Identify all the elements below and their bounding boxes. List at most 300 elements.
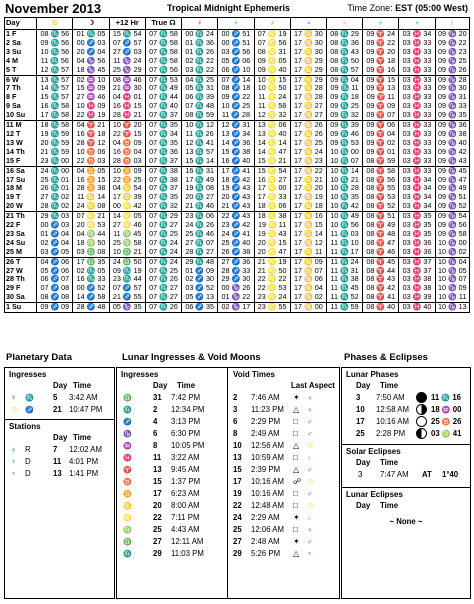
ephemeris-cell: 05 ♏ 31: [182, 84, 218, 93]
ephemeris-cell: 19 ♐ 43: [218, 184, 254, 193]
ephemeris-cell: 09 ♈ 22: [363, 39, 399, 48]
lunar-ingress-row: ♐ 4 3:13 PM: [123, 417, 201, 426]
ephemeris-cell: 22 F: [5, 221, 37, 230]
void-moon-row: 10 12:56 AM △ ☉: [233, 441, 314, 450]
ephemeris-cell: 05 ♐ 06: [218, 57, 254, 66]
solar-eclipse-row: 3 7:47 AM AT 1°40: [358, 470, 459, 479]
ephemeris-cell: 07 ♏ 48: [182, 102, 218, 111]
ephemeris-cell: 09 ♑ 30: [435, 84, 469, 93]
ephemeris-cell: 20 ♏ 59: [37, 139, 73, 148]
ephemeris-cell: 07 ♏ 37: [145, 111, 181, 120]
ephemeris-cell: 16 ♐ 40: [218, 157, 254, 166]
planetary-data-box: [4, 367, 115, 599]
ephemeris-cell: 17 ♋ 09: [290, 257, 326, 266]
void-moon-row: 27 2:48 AM ✶ ♂: [233, 537, 313, 546]
ephemeris-cell: 11 ♏ 56: [37, 57, 73, 66]
ephemeris-cell: 09 ♑ 38: [435, 130, 469, 139]
ephemeris-cell: 00 ♑ 26: [218, 284, 254, 293]
ephemeris-cell: 07 ♏ 35: [145, 193, 181, 202]
ephemeris-cell: 19 ♏ 08: [182, 184, 218, 193]
ephemeris-cell: 17 ♋ 28: [290, 84, 326, 93]
void-moon-row: 15 2:39 PM △ ♂: [233, 465, 313, 474]
ephemeris-cell: 17 ♋ 23: [290, 157, 326, 166]
lunar-eclipse-none: ~ None ~: [389, 517, 423, 526]
planet-ingress-row: ☉ ♐ 21 10:47 PM: [11, 405, 103, 414]
ephemeris-row: [5, 93, 470, 102]
ephemeris-cell: 14 ♌ 47: [254, 148, 290, 157]
ephemeris-cell: 09 ♑ 23: [435, 48, 469, 57]
ephemeris-cell: 04 ♑ 56: [73, 57, 109, 66]
ephemeris-cell: 09 ♏ 39: [326, 121, 362, 130]
ephemeris-cell: 03 ♓ 36: [399, 239, 435, 248]
ephemeris-cell: 24 ♏ 26: [182, 221, 218, 230]
ephemeris-cell: 13 ♌ 06: [254, 121, 290, 130]
ephemeris-cell: 18 ♏ 58: [37, 121, 73, 130]
phases-eclipses-title: Phases & Eclipses: [344, 352, 428, 363]
ephemeris-cell: 04 ♋ 54: [109, 184, 145, 193]
moon-phase-icon: [416, 392, 427, 403]
lunar-ingresses-title: Lunar Ingresses & Void Moons: [122, 352, 261, 363]
void-times-col: [229, 368, 339, 560]
ephemeris-cell: 30 Sa: [5, 293, 37, 302]
ephemeris-cell: 08 ♌ 31: [254, 48, 290, 57]
ephemeris-cell: 03 ♓ 33: [399, 39, 435, 48]
ephemeris-row: [5, 139, 470, 148]
ephemeris-cell: 03 ♓ 33: [399, 75, 435, 84]
ephemeris-cell: 11 ♏ 52: [326, 293, 362, 302]
ephemeris-cell: 03 ♐ 56: [218, 48, 254, 57]
ephemeris-cell: 17 ♋ 07: [290, 267, 326, 276]
ephemeris-cell: 21 ♌ 19: [254, 257, 290, 266]
ephemeris-row: [5, 239, 470, 248]
ephemeris-cell: 09 ♏ 56: [37, 39, 73, 48]
timezone: [347, 3, 468, 13]
ephemeris-cell: 13 ♏ 57: [182, 148, 218, 157]
ephemeris-cell: 09 ♈ 09: [363, 102, 399, 111]
ephemeris-cell: 10 ♏ 28: [326, 184, 362, 193]
column-header: +12 Hr: [109, 18, 145, 30]
ephemeris-cell: 10 ♑ 09: [435, 284, 469, 293]
ephemeris-cell: 17 ♋ 12: [290, 239, 326, 248]
ephemeris-cell: 11 ♏ 45: [326, 284, 362, 293]
ephemeris-cell: 03 ♓ 34: [399, 202, 435, 211]
ephemeris-cell: 08 ♈ 53: [363, 193, 399, 202]
ephemeris-cell: 01 ♑ 22: [218, 293, 254, 302]
ephemeris-cell: 08 ♈ 43: [363, 275, 399, 284]
ephemeris-cell: 03 ♓ 36: [399, 248, 435, 257]
ephemeris-cell: 01 ♐ 04: [37, 230, 73, 239]
ephemeris-cell: 09 ♏ 18: [326, 93, 362, 102]
ephemeris-cell: 1 Su: [5, 303, 37, 313]
ephemeris-cell: 27 ♐ 03: [109, 48, 145, 57]
ephemeris-cell: 03 ♓ 33: [399, 66, 435, 75]
ephemeris-cell: 24 ♋ 08: [73, 202, 109, 211]
ephemeris-cell: 03 ♓ 35: [399, 230, 435, 239]
ephemeris-cell: 14 ♐ 36: [218, 139, 254, 148]
ephemeris-cell: 24 ♎ 50: [109, 257, 145, 266]
ephemeris-cell: 08 ♈ 47: [363, 239, 399, 248]
ephemeris-cell: 10 ♑ 11: [435, 293, 469, 302]
planet-ingress-row: ☿ ♏ 5 3:42 AM: [11, 393, 98, 402]
ephemeris-cell: 25 ♐ 40: [218, 239, 254, 248]
ephemeris-cell: 10 ♏ 56: [326, 221, 362, 230]
ephemeris-cell: 10 ♑ 04: [435, 257, 469, 266]
ephemeris-cell: 29 ♐ 30: [218, 275, 254, 284]
ephemeris-cell: 19 T: [5, 193, 37, 202]
ephemeris-cell: 19 ♌ 43: [254, 230, 290, 239]
ephemeris-cell: 7 Th: [5, 84, 37, 93]
ephemeris-cell: 10 Su: [5, 111, 37, 120]
ephemeris-cell: 13 ♏ 57: [37, 75, 73, 84]
column-header: True ☊: [145, 18, 181, 30]
ephemeris-cell: 17 ♋ 24: [290, 148, 326, 157]
ephemeris-cell: 14 ♏ 57: [37, 84, 73, 93]
ephemeris-cell: 03 ♓ 35: [399, 221, 435, 230]
ephemeris-cell: 07 ♏ 25: [145, 267, 181, 276]
ephemeris-cell: 03 ♓ 33: [399, 166, 435, 175]
ephemeris-cell: 08 ♈ 40: [363, 303, 399, 313]
ephemeris-cell: 07 ♐ 14: [218, 75, 254, 84]
ephemeris-cell: 23 Sa: [5, 230, 37, 239]
ephemeris-row: [5, 166, 470, 175]
ephemeris-cell: 10 ♏ 07: [326, 157, 362, 166]
ephemeris-cell: 10 ♏ 49: [326, 212, 362, 221]
void-moon-row: 6 2:29 PM □ ♂: [233, 417, 313, 426]
ephemeris-cell: 28 ♏ 02: [37, 202, 73, 211]
ephemeris-row: [5, 176, 470, 185]
ephemeris-cell: 15 ♌ 21: [254, 157, 290, 166]
ephemeris-cell: 11 ♏ 17: [326, 248, 362, 257]
lunar-ingresses-col: Ingresses Day Time ♎ 31 7:42 PM ♏ 2 12:34 PM ♐ 4 3:13 PM ♑ 6 6:30 PM ♒ 8 10:05 PM ♓ 11 3:22 AM ♈ 13 9:45 AM ♉ 15 1:37 PM ♊ 17 6:23 AM ♋ 20 8:00 AM ♌ 22 7:11 PM ♍ 25 4:43 AM ♎ 27 12:11 AM ♏ 29 11:03 PM: [117, 368, 227, 560]
ephemeris-cell: 6 W: [5, 75, 37, 84]
ephemeris-cell: 15 ♏ 14: [182, 157, 218, 166]
ephemeris-cell: 06 ♐ 07: [37, 275, 73, 284]
lunar-phases-heading: Lunar Phases: [346, 370, 399, 379]
ephemeris-cell: 07 ♏ 58: [145, 30, 181, 39]
ephemeris-cell: 09 ♑ 40: [435, 139, 469, 148]
lunar-ingress-row: ♋ 20 8:00 AM: [123, 501, 200, 510]
ephemeris-cell: 10 ♏ 21: [326, 176, 362, 185]
ephemeris-cell: 14 ♌ 05: [109, 212, 145, 221]
ephemeris-cell: 09 ♈ 04: [363, 130, 399, 139]
ephemeris-cell: 08 ♈ 51: [363, 212, 399, 221]
station-row: ♆ D 11 4:01 PM: [11, 457, 99, 466]
ephemeris-cell: 21 ♌ 50: [254, 267, 290, 276]
ephemeris-cell: 17 ♋ 26: [290, 121, 326, 130]
ephemeris-cell: 10 ♏ 00: [326, 148, 362, 157]
ephemeris-cell: 15 ♌ 54: [254, 166, 290, 175]
ephemeris-cell: 03 ♓ 39: [399, 293, 435, 302]
ephemeris-cell: 27 ♌ 46: [109, 221, 145, 230]
ephemeris-cell: 07 ♏ 26: [145, 303, 181, 313]
ephemeris-cell: 02 ♐ 30: [182, 275, 218, 284]
ephemeris-cell: 18 ♑ 45: [73, 66, 109, 75]
lunar-ingress-row: ♉ 15 1:37 PM: [123, 477, 201, 486]
ephemeris-cell: 27 ♒ 46: [73, 93, 109, 102]
ephemeris-cell: 08 ♈ 48: [363, 230, 399, 239]
timezone-label: Time Zone:: [347, 3, 393, 13]
ephemeris-row: [5, 84, 470, 93]
ephemeris-cell: 03 ♓ 34: [399, 193, 435, 202]
ephemeris-cell: 13 ♌ 40: [254, 130, 290, 139]
ephemeris-cell: 07 ♏ 58: [145, 57, 181, 66]
ephemeris-cell: 16 ♏ 33: [73, 275, 109, 284]
ephemeris-cell: 17 ♋ 26: [290, 130, 326, 139]
ephemeris-cell: 15 ♏ 57: [37, 93, 73, 102]
ephemeris-subtitle: Tropical Midnight Ephemeris: [167, 3, 291, 13]
ephemeris-cell: 08 ♏ 29: [326, 30, 362, 39]
planet-ingresses-heading: Ingresses: [9, 370, 47, 379]
stations-heading: Stations: [9, 422, 41, 431]
lunar-ingresses-heading: Ingresses: [121, 370, 159, 379]
ephemeris-cell: 20 W: [5, 202, 37, 211]
ephemeris-cell: 17 ♋ 29: [290, 75, 326, 84]
ephemeris-row: [5, 148, 470, 157]
ephemeris-cell: 04 ♈ 21: [73, 121, 109, 130]
ephemeris-cell: 17 ♋ 04: [290, 284, 326, 293]
ephemeris-cell: 05 ♐ 13: [182, 293, 218, 302]
ephemeris-cell: 23 ♏ 00: [37, 157, 73, 166]
lunar-ingress-row: ♈ 13 9:45 AM: [123, 465, 200, 474]
ephemeris-cell: 03 ♓ 33: [399, 148, 435, 157]
ephemeris-cell: 23 ♌ 24: [254, 293, 290, 302]
ephemeris-cell: 03 ♓ 33: [399, 93, 435, 102]
ephemeris-cell: 09 ♑ 33: [435, 102, 469, 111]
ephemeris-cell: 06 ♐ 35: [182, 303, 218, 313]
ephemeris-cell: 22 ♌ 53: [254, 284, 290, 293]
ephemeris-cell: 25 ♏ 01: [37, 176, 73, 185]
ephemeris-cell: 2 Sa: [5, 39, 37, 48]
ephemeris-cell: 3 Su: [5, 48, 37, 57]
ephemeris-cell: 02 ♏ 22: [182, 57, 218, 66]
ephemeris-cell: 07 ♌ 21: [73, 212, 109, 221]
ephemeris-cell: 18 M: [5, 184, 37, 193]
ephemeris-cell: 08 ♈ 44: [363, 267, 399, 276]
ephemeris-cell: 14 Th: [5, 148, 37, 157]
ephemeris-cell: 10 ♎ 21: [109, 248, 145, 257]
ephemeris-cell: 10 ♑ 02: [435, 248, 469, 257]
column-header: ♂: [254, 18, 290, 30]
ephemeris-cell: 11 ♏ 38: [326, 275, 362, 284]
ephemeris-cell: 09 ♑ 47: [435, 176, 469, 185]
ephemeris-row: [5, 66, 470, 75]
void-moon-row: 13 10:59 AM □ ♄: [233, 453, 313, 462]
ephemeris-cell: 10 ♑ 13: [435, 303, 469, 313]
ephemeris-cell: 07 ♌ 56: [254, 39, 290, 48]
ephemeris-cell: 15 ♒ 09: [73, 84, 109, 93]
ephemeris-cell: 21 ♐ 43: [218, 202, 254, 211]
ephemeris-cell: 17 ♋ 29: [290, 57, 326, 66]
ephemeris-row: [5, 275, 470, 284]
ephemeris-cell: 08 ♐ 08: [37, 293, 73, 302]
moon-phase-icon: [416, 404, 427, 415]
ephemeris-cell: 17 ♋ 14: [290, 230, 326, 239]
ephemeris-cell: 03 ♓ 34: [399, 176, 435, 185]
ephemeris-cell: 07 ♏ 38: [145, 166, 181, 175]
solar-eclipses-heading: Solar Eclipses: [346, 447, 401, 456]
last-aspect-label: Last Aspect: [291, 381, 335, 390]
lunar-phase-row: 17 10:16 AM 25 ♉ 26: [356, 417, 462, 426]
column-header: ♀: [218, 18, 254, 30]
column-header: ♄: [326, 18, 362, 30]
moon-phase-icon: [416, 416, 427, 427]
ephemeris-cell: 26 T: [5, 257, 37, 266]
ephemeris-cell: 07 ♏ 35: [145, 139, 181, 148]
ephemeris-cell: 08 ♏ 36: [326, 39, 362, 48]
ephemeris-cell: 25 ♑ 29: [109, 66, 145, 75]
ephemeris-cell: 03 ♓ 33: [399, 130, 435, 139]
ephemeris-cell: 23 ♏ 44: [109, 275, 145, 284]
ephemeris-cell: 03 ♓ 33: [399, 139, 435, 148]
planet-ingress-colhead: Day Time: [53, 381, 92, 390]
ephemeris-cell: 18 ♌ 06: [254, 202, 290, 211]
station-row: ♆ D 13 1:41 PM: [11, 469, 99, 478]
ephemeris-cell: 09 ♏ 46: [326, 130, 362, 139]
ephemeris-row: [5, 48, 470, 57]
ephemeris-cell: 07 ♏ 37: [145, 157, 181, 166]
ephemeris-cell: 09 ♈ 24: [363, 30, 399, 39]
ephemeris-row: [5, 111, 470, 120]
ephemeris-cell: 07 ♏ 34: [145, 130, 181, 139]
ephemeris-row: [5, 193, 470, 202]
ephemeris-row: [5, 202, 470, 211]
ephemeris-cell: 12 ♐ 31: [218, 121, 254, 130]
ephemeris-cell: 10 ♏ 12: [182, 121, 218, 130]
ephemeris-cell: 09 ♈ 07: [363, 111, 399, 120]
ephemeris-cell: 07 ♏ 24: [145, 257, 181, 266]
ephemeris-cell: 07 ♏ 36: [145, 148, 181, 157]
ephemeris-cell: 28 ♈ 12: [73, 139, 109, 148]
ephemeris-cell: 07 ♐ 57: [109, 284, 145, 293]
column-header: ♅: [363, 18, 399, 30]
ephemeris-cell: 08 ♏ 43: [326, 48, 362, 57]
ephemeris-cell: 16 ♊ 15: [73, 176, 109, 185]
ephemeris-row: [5, 267, 470, 276]
lunar-ingress-row: ♒ 8 10:05 PM: [123, 441, 205, 450]
ephemeris-cell: 09 ♏ 19: [109, 267, 145, 276]
ephemeris-cell: 03 ♓ 33: [399, 48, 435, 57]
ephemeris-cell: 09 ♑ 54: [435, 212, 469, 221]
ephemeris-cell: 10 ♑ 05: [435, 267, 469, 276]
ephemeris-cell: 28 Th: [5, 275, 37, 284]
ephemeris-cell: 09 ♏ 53: [326, 139, 362, 148]
ephemeris-cell: 02 ♑ 17: [218, 303, 254, 313]
ephemeris-cell: 16 ♌ 27: [254, 176, 290, 185]
ephemeris-cell: 11 ♍ 45: [109, 230, 145, 239]
ephemeris-cell: 03 ♏ 22: [182, 66, 218, 75]
ephemeris-cell: 07 ♏ 27: [145, 221, 181, 230]
ephemeris-cell: 08 ♈ 42: [363, 284, 399, 293]
column-header: ♇: [435, 18, 469, 30]
ephemeris-cell: 09 ♑ 52: [435, 202, 469, 211]
ephemeris-row: [5, 284, 470, 293]
ephemeris-cell: 14 ♐ 58: [73, 293, 109, 302]
ephemeris-cell: 20 ♌ 15: [254, 239, 290, 248]
ephemeris-cell: 09 ♐ 22: [218, 93, 254, 102]
void-moon-row: 29 5:26 PM △ ♆: [233, 549, 313, 558]
ephemeris-cell: 20 ♏ 27: [182, 193, 218, 202]
ephemeris-cell: 09 ♑ 58: [435, 230, 469, 239]
ephemeris-cell: 21 ♒ 30: [109, 84, 145, 93]
ephemeris-cell: 03 ♓ 38: [399, 284, 435, 293]
ephemeris-row: [5, 303, 470, 313]
ephemeris-cell: 23 ♌ 55: [254, 303, 290, 313]
ephemeris-cell: 08 ♒ 46: [109, 75, 145, 84]
ephemeris-cell: 09 ♏ 11: [326, 84, 362, 93]
ephemeris-cell: 07 ♏ 44: [145, 93, 181, 102]
ephemeris-cell: 18 ♐ 42: [218, 176, 254, 185]
ephemeris-cell: 21 ♐ 55: [109, 293, 145, 302]
ephemeris-cell: 09 ♑ 31: [435, 93, 469, 102]
ephemeris-cell: 11 ♏ 59: [326, 303, 362, 313]
lunar-ingress-row: ♓ 11 3:22 AM: [123, 453, 200, 462]
ephemeris-cell: 09 ♏ 32: [326, 111, 362, 120]
ephemeris-cell: 03 ♓ 40: [399, 303, 435, 313]
ephemeris-cell: 28 ♐ 48: [73, 303, 109, 313]
ephemeris-cell: 07 ♏ 40: [145, 102, 181, 111]
ephemeris-cell: 21 ♏ 46: [182, 202, 218, 211]
ephemeris-cell: 00 ♐ 51: [218, 30, 254, 39]
ephemeris-cell: 03 ♓ 37: [399, 267, 435, 276]
ephemeris-cell: 22 ♈ 15: [109, 130, 145, 139]
ephemeris-cell: 17 ♌ 33: [254, 193, 290, 202]
ephemeris-cell: 00 ♐ 03: [73, 39, 109, 48]
ephemeris-cell: 01 ♏ 26: [182, 48, 218, 57]
ephemeris-cell: 09 ♑ 49: [435, 184, 469, 193]
ephemeris-cell: 17 ♋ 25: [290, 139, 326, 148]
ephemeris-cell: 26 ♐ 38: [218, 248, 254, 257]
ephemeris-cell: 02 ♐ 04: [37, 239, 73, 248]
ephemeris-cell: 01 ♐ 09: [182, 267, 218, 276]
ephemeris-cell: 15 ♐ 38: [218, 148, 254, 157]
ephemeris-row: [5, 39, 470, 48]
ephemeris-cell: 00 ♐ 03: [37, 221, 73, 230]
lunar-phase-row: 3 7:50 AM 11 ♏ 16: [356, 393, 461, 402]
ephemeris-cell: 11 ♏ 26: [182, 130, 218, 139]
ephemeris-cell: 07 ♏ 58: [145, 39, 181, 48]
ephemeris-cell: 1 F: [5, 30, 37, 39]
void-moon-row: 25 12:06 AM □ ♃: [233, 525, 313, 534]
ephemeris-cell: 09 ♑ 45: [435, 166, 469, 175]
ephemeris-cell: 07 ♏ 24: [145, 239, 181, 248]
ephemeris-cell: 20 ♌ 53: [73, 221, 109, 230]
ephemeris-cell: 19 ♏ 59: [37, 130, 73, 139]
ephemeris-cell: 29 ♏ 03: [37, 212, 73, 221]
ephemeris-cell: 08 ♏ 57: [326, 66, 362, 75]
ephemeris-cell: 07 ♏ 35: [145, 121, 181, 130]
lunar-ingress-row: ♊ 17 6:23 AM: [123, 489, 200, 498]
ephemeris-cell: 04 ♉ 09: [109, 139, 145, 148]
ephemeris-cell: 03 ♓ 35: [399, 212, 435, 221]
ephemeris-row: [5, 212, 470, 221]
ephemeris-cell: 28 ♏ 27: [182, 248, 218, 257]
stations-colhead: Day Time: [53, 433, 92, 442]
ephemeris-cell: 17 ♋ 16: [290, 212, 326, 221]
ephemeris-cell: 09 ♈ 13: [363, 84, 399, 93]
bottom-panels: [4, 352, 470, 600]
ephemeris-cell: 09 ♑ 22: [435, 39, 469, 48]
column-header: ☽: [73, 18, 109, 30]
ephemeris-cell: 03 ♓ 34: [399, 184, 435, 193]
ephemeris-cell: 11 ♏ 31: [326, 267, 362, 276]
ephemeris-cell: 07 ♏ 58: [145, 48, 181, 57]
lunar-ingress-row: ♏ 2 12:34 PM: [123, 405, 205, 414]
phases-box: Lunar Phases Day Time 3 7:50 AM 11 ♏ 16 10 12:58 AM 18 ♒ 00 17 10:16 AM 25 ♉ 26 25 2:28 PM 03 ♍ 41 Solar Eclipses Day Time 3 7:47 AM AT 1°40 Lunar Eclipses Day Time ~ None ~: [341, 367, 471, 599]
ephemeris-cell: 07 ♏ 56: [145, 66, 181, 75]
void-times-heading: Void Times: [233, 370, 275, 379]
ephemeris-cell: 29 ♏ 48: [182, 257, 218, 266]
ephemeris-cell: 17 ♋ 27: [290, 102, 326, 111]
